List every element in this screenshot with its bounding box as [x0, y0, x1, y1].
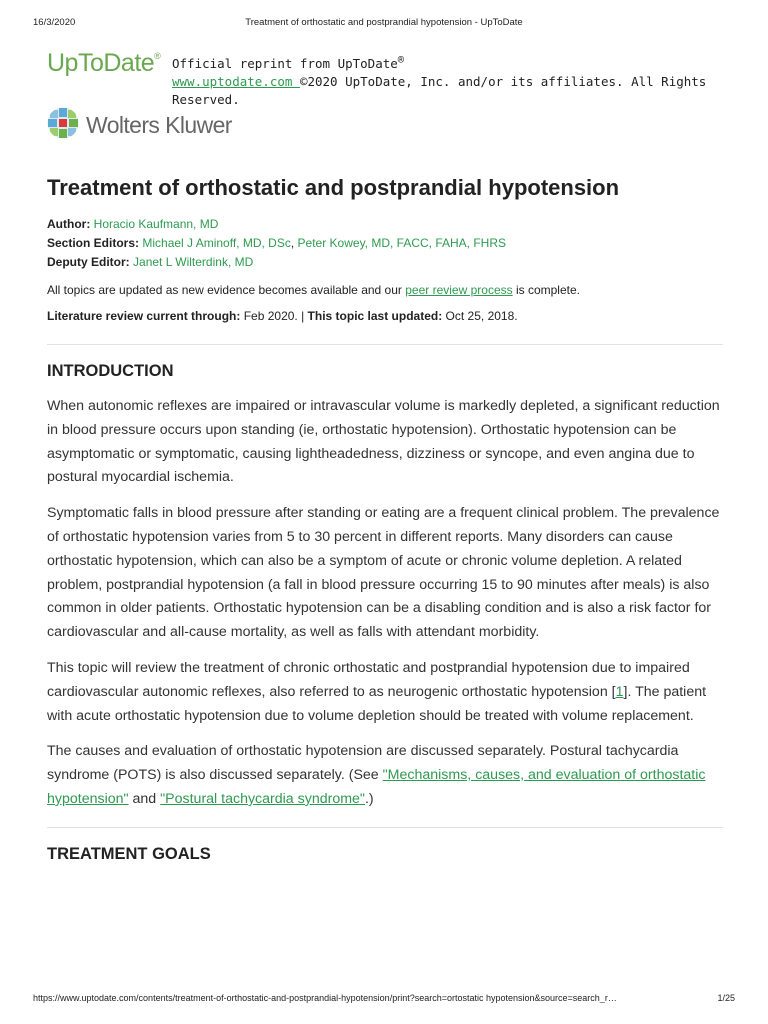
wolters-kluwer-text: Wolters Kluwer: [86, 112, 232, 138]
reprint-line-2: [172, 73, 747, 109]
author-line: [47, 215, 723, 234]
article: [47, 174, 723, 864]
introduction-heading: INTRODUCTION: [47, 362, 174, 380]
reprint-text: Official reprint from UpToDate: [172, 56, 398, 72]
reference-link-1[interactable]: 1: [615, 683, 624, 700]
deputy-editor-link[interactable]: Janet L Wilterdink, MD: [133, 255, 254, 269]
intro-paragraph-1: When autonomic reflexes are impaired or intravascular volume is markedly depleted, a significant reduction in blood pressure occurs upon standing (ie, orthostatic hypotension). Orthostatic hypotension can be asymptomatic or symptomatic, causing lightheadedness, dizziness or syncope, and even angina due to postural myocardial ischemia.: [47, 398, 720, 486]
update-note: [47, 281, 723, 299]
lit-review-value: Feb 2020. |: [240, 309, 308, 323]
intro-p4-post: .): [364, 790, 374, 807]
update-note-pre: All topics are updated as new evidence becomes available and our: [47, 283, 406, 297]
treatment-goals-heading: TREATMENT GOALS: [47, 844, 211, 863]
brand-header: [47, 46, 747, 108]
intro-paragraph-2: Symptomatic falls in blood pressure after standing or eating are a frequent clinical problem. The prevalence of orthostatic hypotension varies from 5 to 30 percent in different reports. Many disorders can cause orthostatic hypotension, which can also be a symptom of acute or chronic volume depletion. A related problem, postprandial hypotension (a fall in blood pressure occurring 15 to 90 minutes after meals) is also common in older patients. Orthostatic hypotension can be a disabling condition and is also a risk factor for cardiovascular and all-cause mortality, as well as falls with attendant morbidity.: [47, 505, 720, 641]
intro-p3-post: ]. The patient with acute orthostatic hypotension due to volume depletion should be treated with volume replacement.: [47, 683, 707, 724]
section-editors-line: Section Editors: Michael J Aminoff, MD, DSc, Peter Kowey, MD, FACC, FAHA, FHRS: [47, 236, 507, 250]
section-divider-2: [47, 827, 723, 828]
uptodate-logo[interactable]: [47, 49, 160, 78]
reprint-notice: [172, 51, 747, 109]
intro-p4-mid: and: [128, 790, 161, 807]
peer-review-link[interactable]: peer review process: [405, 283, 513, 297]
article-credits: [47, 215, 723, 272]
section-editor-link-1[interactable]: Michael J Aminoff, MD, DSc: [142, 236, 291, 250]
print-date: 16/3/2020: [33, 17, 76, 28]
copyright-text: ©2020 UpToDate, Inc. and/or its affiliates. All Rights Reserved.: [172, 74, 707, 108]
intro-p4-pre: The causes and evaluation of orthostatic hypotension are discussed separately. Postural tachycardia syndrome (POTS) is also discussed separately. (See: [47, 743, 679, 784]
lit-review-label: Literature review current through:: [47, 309, 241, 323]
print-page-title: Treatment of orthostatic and postprandial hypotension - UpToDate: [245, 17, 523, 28]
intro-paragraph-4: [47, 740, 723, 811]
section-editor-link-2[interactable]: Peter Kowey, MD, FACC, FAHA, FHRS: [297, 236, 507, 250]
intro-p3-pre: This topic will review the treatment of chronic orthostatic and postprandial hypotension due to impaired cardiovascular autonomic reflexes, also referred to as neurogenic orthostatic hypotension [: [47, 659, 690, 700]
author-link[interactable]: Horacio Kaufmann, MD: [93, 217, 219, 231]
uptodate-site-link[interactable]: www.uptodate.com: [172, 74, 300, 90]
deputy-editor-label: Deputy Editor:: [47, 255, 130, 269]
section-editors-label: Section Editors:: [47, 236, 140, 250]
print-url: https://www.uptodate.com/contents/treatment-of-orthostatic-and-postprandial-hypotension/print?search=ortostatic hypotension&source=search_r…: [33, 993, 617, 1003]
page-number: 1/25: [717, 993, 735, 1003]
last-updated-label: This topic last updated:: [307, 309, 443, 323]
intro-paragraph-3: [47, 657, 723, 728]
pots-topic-link[interactable]: "Postural tachycardia syndrome": [160, 790, 365, 807]
author-label: Author:: [47, 217, 91, 231]
mechanisms-topic-link[interactable]: "Mechanisms, causes, and evaluation of orthostatic hypotension": [47, 767, 706, 807]
print-footer: [33, 993, 735, 1005]
review-dates: [47, 307, 723, 325]
section-divider: [47, 344, 723, 345]
print-header: [33, 17, 735, 31]
reprint-line-1: [172, 51, 747, 73]
uptodate-logo-text: UpToDate: [47, 49, 155, 77]
reprint-registered-mark: ®: [397, 54, 405, 66]
wolters-kluwer-logo: [47, 107, 267, 141]
last-updated-value: Oct 25, 2018.: [442, 309, 518, 323]
deputy-editor-line: [47, 253, 723, 272]
article-title: Treatment of orthostatic and postprandial hypotension: [47, 175, 620, 200]
logo-registered-mark: ®: [154, 51, 161, 61]
wolters-kluwer-globe-icon: [47, 107, 79, 139]
update-note-post: is complete.: [512, 283, 580, 297]
